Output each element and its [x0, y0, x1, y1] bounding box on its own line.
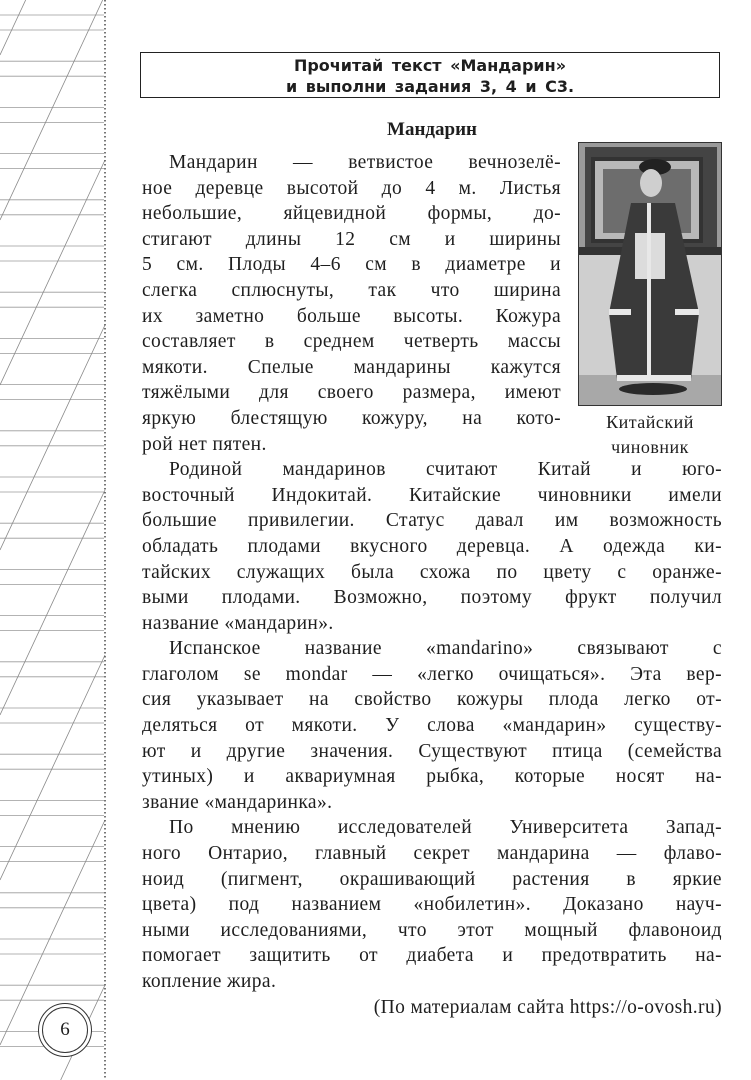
- paragraph-4-line: По мнению исследователей Университета Запад-: [169, 817, 722, 839]
- paragraph-2-line: тайских служащих была схожа по цвету с оранже-: [142, 561, 722, 583]
- paragraph-1-line: составляет в среднем четверть массы: [142, 331, 561, 353]
- paragraph-3-line: сия указывает на свойство кожуры плода легко от-: [142, 689, 722, 711]
- paragraph-4-line: ными исследованиями, что этот мощный флавоноид: [142, 919, 722, 941]
- article-body: [142, 150, 722, 1020]
- paragraph-1-line: ное деревце высотой до 4 м. Листья: [142, 177, 561, 199]
- lined-margin: [0, 0, 110, 1080]
- paragraph-1-line: небольшие, яйцевидной формы, до-: [142, 203, 561, 225]
- paragraph-4-line: ноид (пигмент, окрашивающий растения в яркие: [142, 868, 722, 890]
- paragraph-1-line: их заметно больше высоты. Кожура: [142, 305, 561, 327]
- paragraph-3-line: ют и другие значения. Существуют птица (семейства: [142, 740, 722, 762]
- paragraph-2-line: название «мандарин».: [142, 612, 334, 634]
- paragraph-2-line: восточный Индокитай. Китайские чиновники имели: [142, 484, 722, 506]
- paragraph-3-line: глаголом se mondar — «легко очищаться». Эта вер-: [142, 663, 722, 685]
- margin-slant-line: [0, 160, 105, 385]
- paragraph-3-line: деляться от мякоти. У слова «мандарин» существу-: [142, 715, 722, 737]
- source-citation: (По материалам сайта https://o-ovosh.ru): [373, 996, 722, 1018]
- paragraph-4-line: цвета) под названием «нобилетин». Доказано науч-: [142, 894, 722, 916]
- page-number-badge: [38, 1003, 92, 1057]
- margin-slant-line: [0, 0, 26, 55]
- paragraph-1-line: стигают длины 12 см и ширины: [142, 228, 561, 250]
- paragraph-3-line: утиных) и аквариумная рыбка, которые носят на-: [142, 766, 722, 788]
- paragraph-1-line: рой нет пятен.: [142, 433, 267, 455]
- paragraph-1-line: Мандарин — ветвистое вечнозелё-: [169, 152, 561, 173]
- margin-slant-line: [0, 325, 105, 550]
- paragraph-2-line: выми плодами. Возможно, поэтому фрукт получил: [142, 587, 722, 609]
- paragraph-1-line: слегка сплюснуты, так что ширина: [142, 279, 561, 301]
- photo-caption-line-2: чиновник: [611, 437, 689, 457]
- paragraph-2-line: Родиной мандаринов считают Китай и юго-: [169, 459, 722, 481]
- article-title: Мандарин: [387, 119, 477, 140]
- paragraph-3-line: звание «мандаринка».: [142, 791, 333, 813]
- paragraph-4-line: ного Онтарио, главный секрет мандарина — флаво-: [142, 843, 722, 865]
- paragraph-1-line: мякоти. Спелые мандарины кажутся: [142, 356, 561, 378]
- paragraph-1-line: 5 см. Плоды 4–6 см в диаметре и: [142, 254, 561, 276]
- margin-slant-line: [0, 490, 105, 715]
- paragraph-4-line: помогает защитить от диабета и предотвратить на-: [142, 945, 722, 967]
- task-instruction-line-1: Прочитай текст «Мандарин»: [293, 56, 567, 75]
- paragraph-3-line: Испанское название «mandarino» связывают с: [169, 638, 722, 660]
- paragraph-1-line: яркую блестящую кожуру, на кото-: [142, 407, 561, 429]
- paragraph-4-line: копление жира.: [142, 971, 277, 992]
- photo-caption-line-1: Китайский: [606, 412, 694, 432]
- task-instruction-box: [140, 52, 720, 98]
- margin-slant-line: [0, 0, 103, 220]
- paragraph-2-line: большие привилегии. Статус давал им возможность: [142, 510, 722, 532]
- paragraph-1-line: тяжёлыми для своего размера, имеют: [142, 382, 561, 404]
- paragraph-2-line: обладать плодами вкусного деревца. А одежда ки-: [142, 535, 722, 557]
- page-number: 6: [42, 1007, 88, 1053]
- task-instruction-line-2: и выполни задания 3, 4 и С3.: [285, 77, 575, 96]
